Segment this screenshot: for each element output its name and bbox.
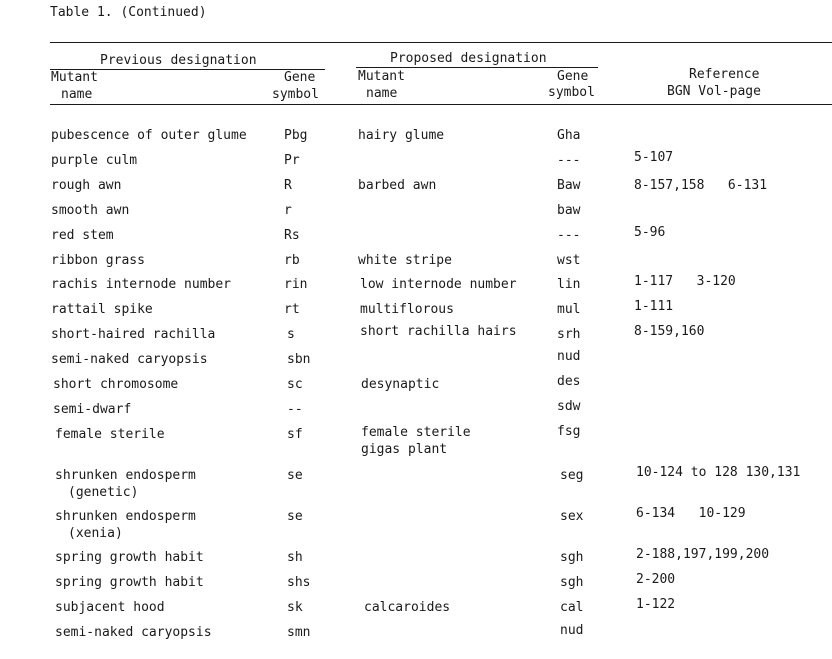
header-prop-mutant-name-line2: name xyxy=(366,86,398,101)
prev-gene-symbol: -- xyxy=(287,402,303,417)
prev-mutant-name: semi-naked caryopsis xyxy=(55,625,212,640)
prop-gene-symbol: cal xyxy=(560,600,584,615)
prev-gene-symbol: sh xyxy=(287,550,303,565)
reference: 2-200 xyxy=(636,572,676,587)
prev-gene-symbol: rin xyxy=(284,277,308,292)
reference: 1-111 xyxy=(634,299,674,314)
prev-mutant-name: short-haired rachilla xyxy=(51,327,216,342)
header-prev-gene-symbol-line1: Gene xyxy=(284,70,316,85)
prev-mutant-name: rough awn xyxy=(51,178,122,193)
prev-gene-symbol: se xyxy=(287,509,303,524)
prop-gene-symbol: Baw xyxy=(557,178,581,193)
table-row xyxy=(0,424,832,463)
header-prev-gene-symbol-line2: symbol xyxy=(272,87,319,102)
header-previous-designation: Previous designation xyxy=(100,53,257,68)
reference: 10-124 to 128 130,131 xyxy=(636,465,801,480)
prev-gene-symbol: sk xyxy=(287,600,303,615)
header-prev-mutant-name-line2: name xyxy=(61,87,93,102)
prop-gene-symbol: baw xyxy=(557,203,581,218)
prev-mutant-name: spring growth habit xyxy=(55,575,204,590)
table-row xyxy=(0,349,832,370)
table-row xyxy=(0,399,832,420)
table-row xyxy=(0,203,832,221)
table-row xyxy=(0,150,832,171)
header-proposed-designation: Proposed designation xyxy=(390,51,547,66)
prev-gene-symbol: Pr xyxy=(284,153,300,168)
header-prop-gene-symbol-line2: symbol xyxy=(548,85,595,100)
prev-mutant-name-line2: (xenia) xyxy=(68,526,123,541)
prev-gene-symbol: r xyxy=(284,203,292,218)
prop-gene-symbol: des xyxy=(557,374,581,389)
prev-gene-symbol: Rs xyxy=(284,228,300,243)
table-row xyxy=(0,225,832,246)
prev-mutant-name: shrunken endosperm xyxy=(55,509,196,524)
prop-mutant-name: low internode number xyxy=(360,277,517,292)
table-caption: Table 1. (Continued) xyxy=(50,5,207,20)
prop-gene-symbol: --- xyxy=(557,153,581,168)
table-row xyxy=(0,128,832,146)
prev-mutant-name-line2: (genetic) xyxy=(68,485,139,500)
prev-mutant-name: shrunken endosperm xyxy=(55,468,196,483)
proposed-group-underline xyxy=(356,67,598,68)
prop-mutant-name-line2: gigas plant xyxy=(361,442,448,457)
reference: 2-188,197,199,200 xyxy=(636,547,770,562)
prev-gene-symbol: rt xyxy=(284,302,300,317)
prop-gene-symbol: nud xyxy=(557,349,581,364)
table-row xyxy=(0,324,832,345)
prev-mutant-name: red stem xyxy=(51,228,114,243)
reference: 1-117 3-120 xyxy=(634,274,736,289)
prop-mutant-name: multiflorous xyxy=(360,302,454,317)
prop-gene-symbol: sgh xyxy=(560,550,584,565)
header-prop-mutant-name-line1: Mutant xyxy=(358,69,405,84)
prev-mutant-name: rattail spike xyxy=(51,302,153,317)
table-row xyxy=(0,299,832,320)
prop-gene-symbol: sgh xyxy=(560,575,584,590)
prop-mutant-name: barbed awn xyxy=(358,178,437,193)
table-row xyxy=(0,178,832,196)
prop-gene-symbol: mul xyxy=(557,302,581,317)
prev-mutant-name: smooth awn xyxy=(51,203,130,218)
prop-gene-symbol: sex xyxy=(560,509,584,524)
prev-gene-symbol: sc xyxy=(287,377,303,392)
reference: 1-122 xyxy=(636,597,676,612)
reference: 5-107 xyxy=(634,150,674,165)
header-prev-mutant-name-line1: Mutant xyxy=(51,70,98,85)
prev-mutant-name: rachis internode number xyxy=(51,277,232,292)
prop-gene-symbol: sdw xyxy=(557,399,581,414)
reference: 6-134 10-129 xyxy=(636,506,746,521)
prev-gene-symbol: rb xyxy=(284,253,300,268)
prev-gene-symbol: sf xyxy=(287,427,303,442)
table-row xyxy=(0,625,832,643)
header-prop-gene-symbol-line1: Gene xyxy=(557,69,589,84)
prev-mutant-name: short chromosome xyxy=(53,377,179,392)
top-rule xyxy=(50,42,832,43)
table-row xyxy=(0,374,832,395)
prev-mutant-name: spring growth habit xyxy=(55,550,204,565)
prop-gene-symbol: lin xyxy=(557,277,581,292)
reference: 8-157,158 6-131 xyxy=(634,178,768,193)
prop-gene-symbol: nud xyxy=(560,623,584,638)
prev-gene-symbol: R xyxy=(284,178,292,193)
prop-gene-symbol: fsg xyxy=(557,424,581,439)
header-bottom-rule xyxy=(50,104,832,105)
prev-gene-symbol: s xyxy=(287,327,295,342)
prev-gene-symbol: sbn xyxy=(287,352,311,367)
prop-mutant-name: hairy glume xyxy=(358,128,445,143)
table-row xyxy=(0,572,832,593)
prop-mutant-name: calcaroides xyxy=(364,600,451,615)
prev-gene-symbol: smn xyxy=(287,625,311,640)
prop-gene-symbol: --- xyxy=(557,228,581,243)
prev-mutant-name: subjacent hood xyxy=(55,600,165,615)
prev-gene-symbol: shs xyxy=(287,575,311,590)
prev-gene-symbol: se xyxy=(287,468,303,483)
prop-gene-symbol: seg xyxy=(560,468,584,483)
prop-mutant-name: female sterile xyxy=(361,425,471,440)
prev-mutant-name: purple culm xyxy=(51,153,138,168)
table-row xyxy=(0,253,832,271)
prop-gene-symbol: Gha xyxy=(557,128,581,143)
prop-gene-symbol: srh xyxy=(557,327,581,342)
prev-mutant-name: female sterile xyxy=(55,427,165,442)
prop-mutant-name: white stripe xyxy=(358,253,452,268)
prev-mutant-name: pubescence of outer glume xyxy=(51,128,247,143)
prop-gene-symbol: wst xyxy=(557,253,581,268)
table-row xyxy=(0,465,832,504)
table-row xyxy=(0,547,832,568)
reference: 5-96 xyxy=(634,225,666,240)
prev-mutant-name: ribbon grass xyxy=(51,253,145,268)
prev-gene-symbol: Pbg xyxy=(284,128,308,143)
header-reference-line2: BGN Vol-page xyxy=(667,84,761,99)
prop-mutant-name: desynaptic xyxy=(361,377,440,392)
reference: 8-159,160 xyxy=(634,324,705,339)
table-row xyxy=(0,274,832,295)
header-reference-line1: Reference xyxy=(689,67,760,82)
table-row xyxy=(0,597,832,618)
table-row xyxy=(0,506,832,545)
prev-mutant-name: semi-naked caryopsis xyxy=(51,352,208,367)
prop-mutant-name: short rachilla hairs xyxy=(360,324,517,339)
prev-mutant-name: semi-dwarf xyxy=(53,402,132,417)
